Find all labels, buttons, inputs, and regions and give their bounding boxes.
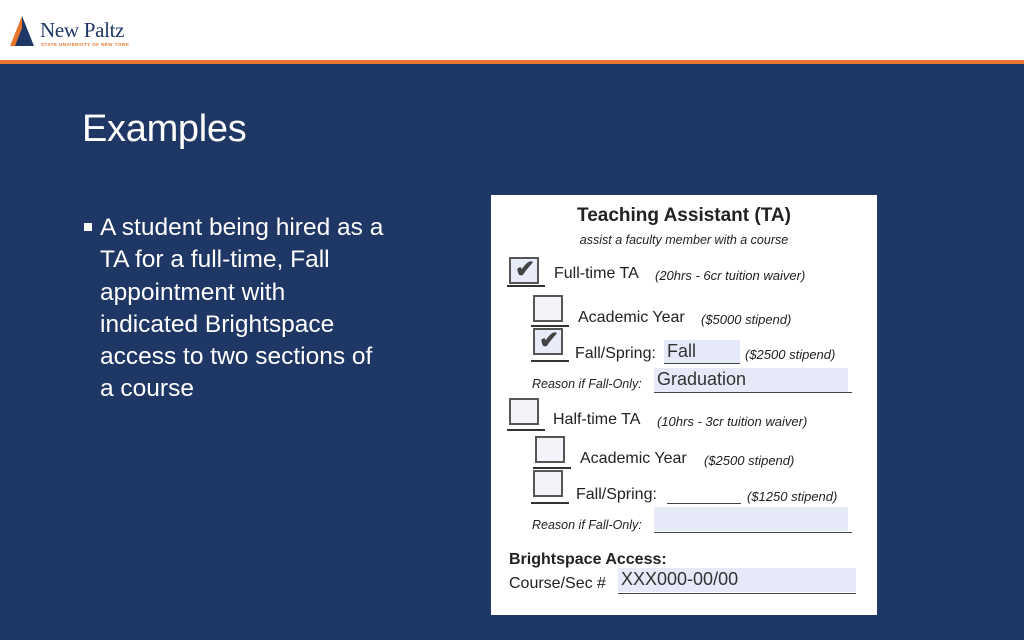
fulltime-academic-year-stipend: ($5000 stipend): [701, 312, 792, 327]
form-title: Teaching Assistant (TA): [577, 205, 791, 226]
fulltime-reason-label: Reason if Fall-Only:: [532, 377, 642, 391]
bullet-text: A student being hired as a TA for a full-time, Fall appointment with indicated Brightspace access to two sections of a course: [100, 214, 384, 403]
check-icon: ✔: [539, 327, 560, 354]
new-paltz-logo: [10, 14, 140, 50]
fulltime-label: Full-time TA: [554, 265, 639, 282]
halftime-fall-spring-label: Fall/Spring:: [576, 486, 657, 503]
halftime-reason-label: Reason if Fall-Only:: [532, 518, 642, 532]
underline: [664, 363, 740, 364]
halftime-detail: (10hrs - 3cr tuition waiver): [657, 414, 808, 429]
underline: [533, 467, 571, 469]
brightspace-label: Brightspace Access:: [509, 551, 667, 568]
new-paltz-logo-mark-icon: [10, 16, 34, 46]
halftime-academic-year-stipend: ($2500 stipend): [704, 453, 795, 468]
halftime-academic-year-label: Academic Year: [580, 450, 687, 467]
underline: [667, 503, 741, 504]
slide-title: Examples: [82, 108, 247, 150]
halftime-label: Half-time TA: [553, 411, 641, 428]
fulltime-detail: (20hrs - 6cr tuition waiver): [655, 268, 806, 283]
halftime-fall-spring-checkbox[interactable]: [533, 470, 563, 497]
course-sec-input[interactable]: XXX000-00/00: [618, 568, 856, 592]
underline: [654, 532, 852, 533]
check-icon: ✔: [515, 256, 536, 283]
logo-subtitle: STATE UNIVERSITY OF NEW YORK: [41, 42, 130, 47]
underline: [618, 593, 856, 594]
underline: [507, 429, 545, 431]
underline: [507, 285, 545, 287]
form-subtitle: assist a faculty member with a course: [579, 233, 789, 247]
underline: [531, 502, 569, 504]
fulltime-fall-spring-stipend: ($2500 stipend): [745, 347, 836, 362]
course-sec-label: Course/Sec #: [509, 575, 606, 592]
ta-form-image: [491, 195, 877, 615]
fulltime-academic-year-label: Academic Year: [578, 309, 685, 326]
halftime-fall-spring-stipend: ($1250 stipend): [747, 489, 838, 504]
underline: [531, 360, 569, 362]
halftime-reason-input[interactable]: [654, 507, 848, 531]
underline: [654, 392, 852, 393]
fulltime-academic-year-checkbox[interactable]: [533, 295, 563, 322]
fulltime-fall-spring-checkbox[interactable]: [533, 328, 563, 355]
bullet-square-icon: [84, 223, 92, 231]
halftime-academic-year-checkbox[interactable]: [535, 436, 565, 463]
fulltime-checkbox[interactable]: [509, 257, 539, 284]
fulltime-reason-input[interactable]: Graduation: [654, 368, 848, 392]
halftime-checkbox[interactable]: [509, 398, 539, 425]
fulltime-fall-spring-input[interactable]: Fall: [664, 340, 740, 364]
fulltime-fall-spring-label: Fall/Spring:: [575, 345, 656, 362]
top-bar: [0, 0, 1024, 60]
header-divider: [0, 60, 1024, 64]
logo-name: New Paltz: [40, 18, 125, 42]
